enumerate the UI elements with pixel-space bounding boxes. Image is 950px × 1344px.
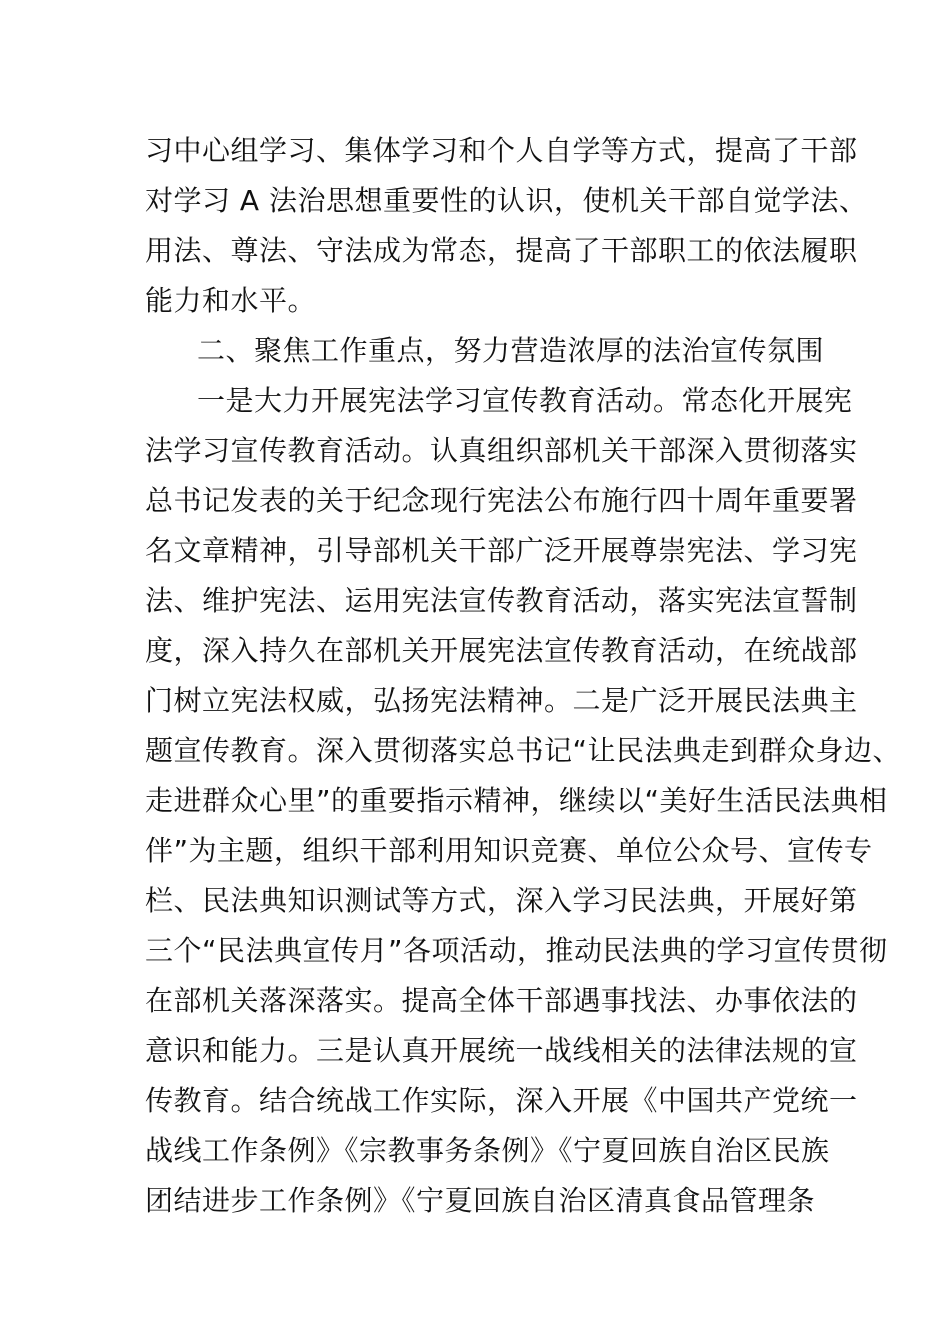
text-line: 对学习 A 法治思想重要性的认识，使机关干部自觉学法、	[145, 184, 868, 217]
text-line: 伴”为主题，组织干部利用知识竞赛、单位公众号、宣传专	[145, 834, 873, 867]
text-line: 法学习宣传教育活动。认真组织部机关干部深入贯彻落实	[145, 434, 858, 467]
text-line: 用法、尊法、守法成为常态，提高了干部职工的依法履职	[145, 234, 858, 267]
text-line: 意识和能力。三是认真开展统一战线相关的法律法规的宣	[145, 1034, 858, 1067]
text-line: 传教育。结合统战工作实际，深入开展《中国共产党统一	[145, 1084, 858, 1117]
section-heading: 二、聚焦工作重点，努力营造浓厚的法治宣传氛围	[197, 334, 825, 367]
text-line: 名文章精神，引导部机关干部广泛开展尊崇宪法、学习宪	[145, 534, 858, 567]
text-line: 在部机关落深落实。提高全体干部遇事找法、办事依法的	[145, 984, 858, 1017]
text-line: 题宣传教育。深入贯彻落实总书记“让民法典走到群众身边、	[145, 734, 902, 767]
text-line: 能力和水平。	[145, 284, 317, 317]
text-line: 团结进步工作条例》《宁夏回族自治区清真食品管理条	[145, 1184, 816, 1217]
text-line: 习中心组学习、集体学习和个人自学等方式，提高了干部	[145, 134, 858, 167]
text-line: 走进群众心里”的重要指示精神，继续以“美好生活民法典相	[145, 784, 888, 817]
text-line: 法、维护宪法、运用宪法宣传教育活动，落实宪法宣誓制	[145, 584, 858, 617]
text-line: 三个“民法典宣传月”各项活动，推动民法典的学习宣传贯彻	[145, 934, 888, 967]
text-line: 一是大力开展宪法学习宣传教育活动。常态化开展宪	[197, 384, 853, 417]
text-line: 度，深入持久在部机关开展宪法宣传教育活动，在统战部	[145, 634, 858, 667]
text-line: 门树立宪法权威，弘扬宪法精神。二是广泛开展民法典主	[145, 684, 858, 717]
text-line: 总书记发表的关于纪念现行宪法公布施行四十周年重要署	[145, 484, 858, 517]
text-line: 战线工作条例》《宗教事务条例》《宁夏回族自治区民族	[145, 1134, 830, 1167]
text-line: 栏、民法典知识测试等方式，深入学习民法典，开展好第	[145, 884, 858, 917]
